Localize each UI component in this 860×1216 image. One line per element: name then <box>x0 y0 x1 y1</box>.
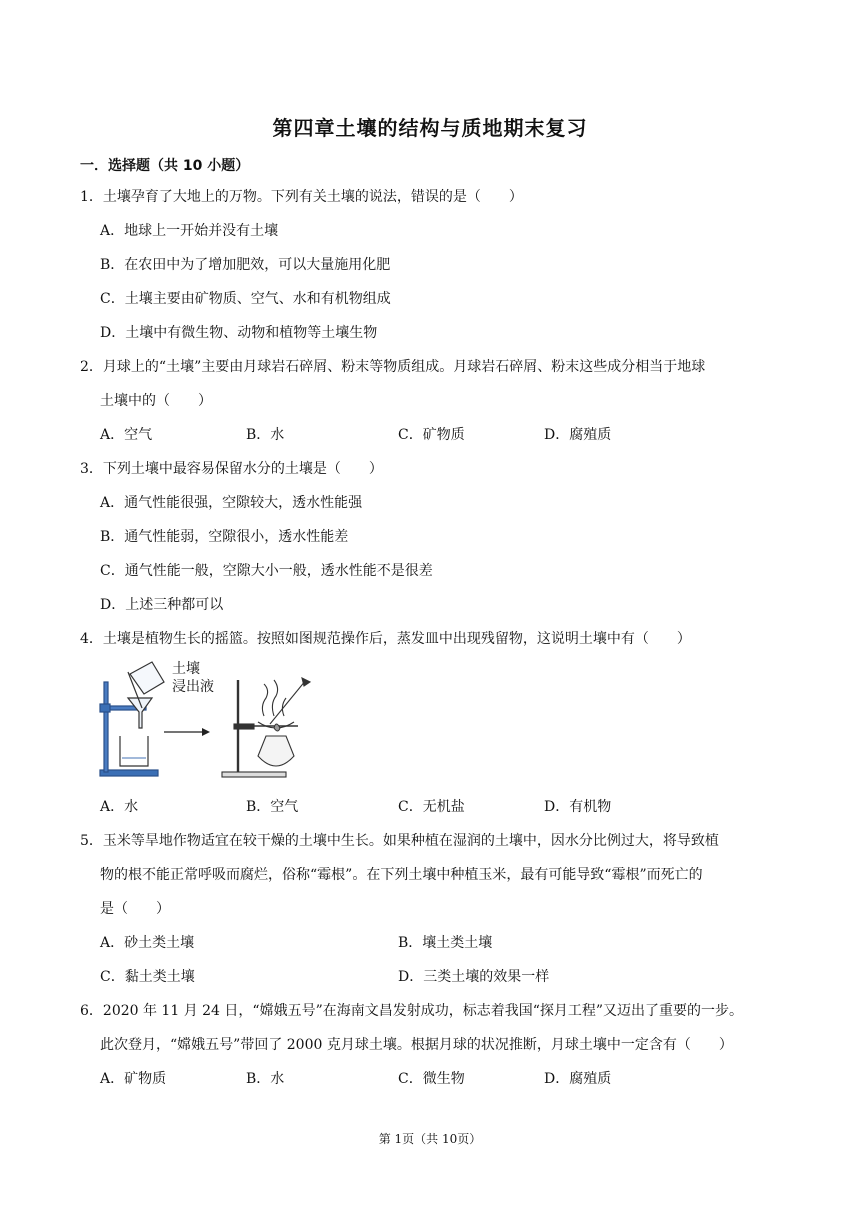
question-5-option-a: A．砂土类土壤 <box>100 935 195 951</box>
question-6-option-a: A．矿物质 <box>100 1071 167 1087</box>
section-heading: 一．选择题（共 10 小题） <box>80 158 250 174</box>
question-2-stem-line-2: 土壤中的（ ） <box>100 393 212 409</box>
question-2-option-a: A．空气 <box>100 427 153 443</box>
question-2-option-c: C．矿物质 <box>398 427 465 443</box>
question-6-option-b: B．水 <box>246 1071 285 1087</box>
question-5-options-row-2 <box>100 968 780 986</box>
question-3-option-b: B．通气性能弱，空隙很小，透水性能差 <box>100 529 349 545</box>
question-1-option-b: B．在农田中为了增加肥效，可以大量施用化肥 <box>100 257 391 273</box>
filtration-evaporation-figure <box>98 660 318 785</box>
question-4-option-c: C．无机盐 <box>398 799 465 815</box>
page-title: 第四章土壤的结构与质地期末复习 <box>272 116 588 140</box>
question-5-stem-line-2: 物的根不能正常呼吸而腐烂，俗称“霉根”。在下列土壤中种植玉米，最有可能导致“霉根”而死亡的 <box>100 867 703 883</box>
question-3-option-c: C．通气性能一般，空隙大小一般，透水性能不是很差 <box>100 563 433 579</box>
question-6-stem-line-1: 6．2020 年 11 月 24 日，“嫦娥五号”在海南文昌发射成功，标志着我国“探月工程”又迈出了重要的一步。 <box>80 1003 744 1019</box>
question-3-option-a: A．通气性能很强，空隙较大，透水性能强 <box>100 495 363 511</box>
question-1-stem: 1．土壤孕育了大地上的万物。下列有关土壤的说法，错误的是（ ） <box>80 189 523 205</box>
question-3-stem: 3．下列土壤中最容易保留水分的土壤是（ ） <box>80 461 383 477</box>
question-3-option-d: D．上述三种都可以 <box>100 597 224 613</box>
question-5-option-d: D．三类土壤的效果一样 <box>398 969 550 985</box>
evaporation-apparatus <box>222 678 310 777</box>
question-4-options <box>100 798 780 816</box>
question-2-option-d: D．腐殖质 <box>544 427 612 443</box>
question-6-option-d: D．腐殖质 <box>544 1071 612 1087</box>
question-5-options-row-1 <box>100 934 780 952</box>
question-5-stem-line-3: 是（ ） <box>100 901 170 917</box>
question-4-option-a: A．水 <box>100 799 139 815</box>
figure-label-soil: 土壤 <box>172 661 200 677</box>
question-2-options <box>100 426 780 444</box>
question-5-option-b: B．壤土类土壤 <box>398 935 493 951</box>
arrow-icon <box>164 728 210 736</box>
question-4-option-b: B．空气 <box>246 799 299 815</box>
filtration-apparatus <box>100 662 164 776</box>
question-5-option-c: C．黏土类土壤 <box>100 969 195 985</box>
question-1-option-d: D．土壤中有微生物、动物和植物等土壤生物 <box>100 325 378 341</box>
question-5-stem-line-1: 5．玉米等旱地作物适宜在较干燥的土壤中生长。如果种植在湿润的土壤中，因水分比例过大，将导致植 <box>80 833 719 849</box>
question-2-stem-line-1: 2．月球上的“土壤”主要由月球岩石碎屑、粉末等物质组成。月球岩石碎屑、粉末这些成分相当于地球 <box>80 359 706 375</box>
page-footer: 第 1页（共 10页） <box>378 1132 482 1146</box>
figure-label-extract: 浸出液 <box>172 679 214 695</box>
question-6-options <box>100 1070 780 1088</box>
question-1-option-a: A．地球上一开始并没有土壤 <box>100 223 279 239</box>
question-4-stem: 4．土壤是植物生长的摇篮。按照如图规范操作后，蒸发皿中出现残留物，这说明土壤中有（ ） <box>80 631 691 647</box>
question-2-option-b: B．水 <box>246 427 285 443</box>
question-1-option-c: C．土壤主要由矿物质、空气、水和有机物组成 <box>100 291 391 307</box>
question-4-option-d: D．有机物 <box>544 799 612 815</box>
question-6-stem-line-2: 此次登月，“嫦娥五号”带回了 2000 克月球土壤。根据月球的状况推断，月球土壤中一定含有（ ） <box>100 1037 733 1053</box>
question-6-option-c: C．微生物 <box>398 1071 465 1087</box>
